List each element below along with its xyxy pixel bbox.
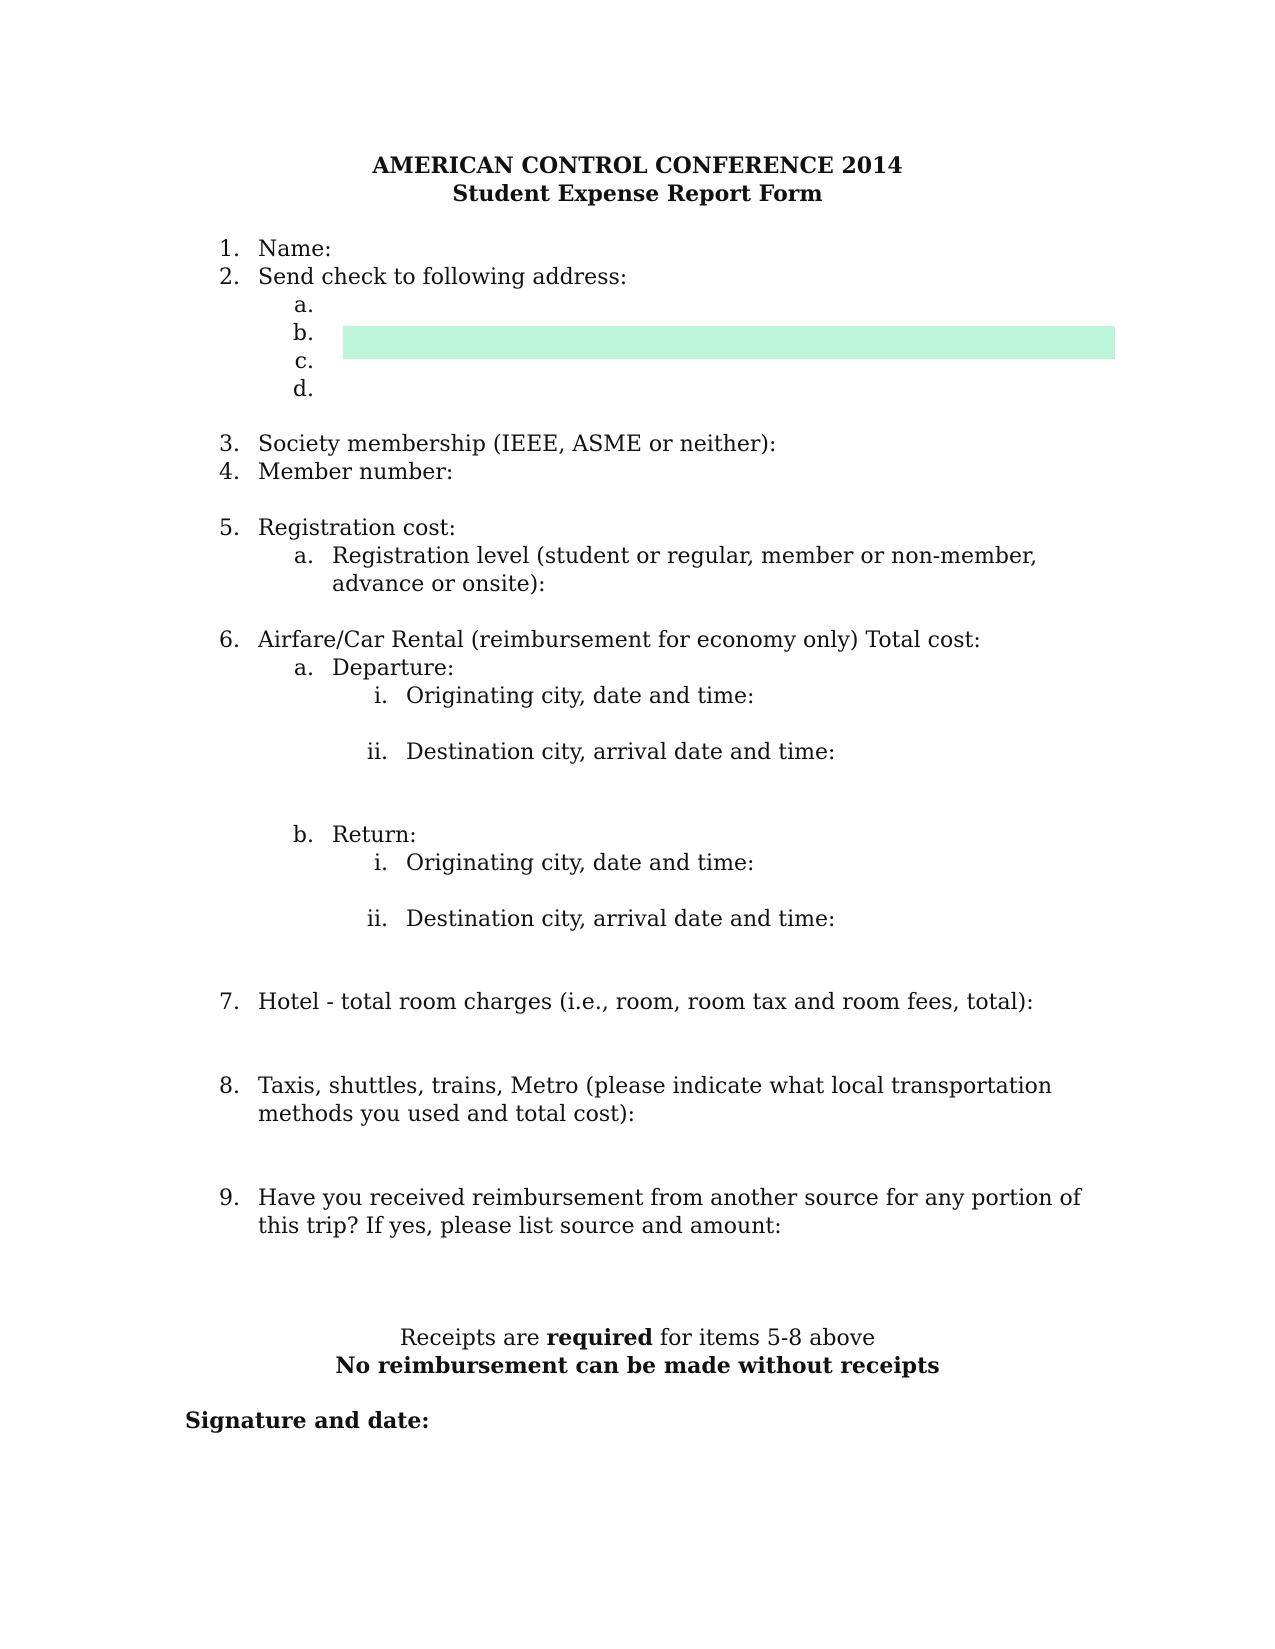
document-title: AMERICAN CONTROL CONFERENCE 2014 — [372, 153, 903, 179]
sub-item-letter: a. — [293, 656, 314, 681]
society-membership-label: Society membership (IEEE, ASME or neither): — [258, 432, 777, 457]
departure-origin-label: Originating city, date and time: — [406, 684, 755, 709]
address-line-d-label: d. — [292, 377, 314, 402]
address-line-a-label: a. — [293, 293, 314, 318]
other-reimbursement-label: Have you received reimbursement from another source for any portion of — [258, 1186, 1081, 1211]
sub-item-letter: a. — [293, 544, 314, 569]
local-transport-label-cont: methods you used and total cost): — [258, 1102, 636, 1127]
return-origin-label: Originating city, date and time: — [406, 851, 755, 876]
receipts-notice — [0, 1324, 1275, 1353]
item-number: 7. — [219, 990, 240, 1015]
registration-level-label: Registration level (student or regular, member or non-member, — [332, 544, 1038, 569]
item-number: 1. — [219, 237, 240, 262]
sub-sub-item-numeral: i. — [373, 684, 388, 709]
local-transport-label: Taxis, shuttles, trains, Metro (please indicate what local transportation — [258, 1074, 1053, 1099]
return-label: Return: — [332, 823, 417, 848]
address-line-b-field[interactable] — [343, 326, 1115, 359]
registration-level-label-cont: advance or onsite): — [332, 572, 546, 597]
airfare-label: Airfare/Car Rental (reimbursement for economy only) Total cost: — [258, 628, 981, 653]
item-number: 6. — [219, 628, 240, 653]
address-line-b-label: b. — [292, 321, 314, 346]
item-number: 4. — [219, 460, 240, 485]
document-subtitle: Student Expense Report Form — [452, 181, 823, 207]
sub-sub-item-numeral: i. — [373, 851, 388, 876]
item-number: 2. — [219, 265, 240, 290]
item-number: 8. — [219, 1074, 240, 1099]
member-number-label: Member number: — [258, 460, 454, 485]
hotel-label: Hotel - total room charges (i.e., room, room tax and room fees, total): — [258, 990, 1034, 1015]
signature-label: Signature and date: — [185, 1408, 430, 1434]
receipts-notice-pre: Receipts are — [399, 1326, 547, 1351]
name-label: Name: — [258, 237, 332, 262]
other-reimbursement-label-cont: this trip? If yes, please list source and amount: — [258, 1214, 782, 1239]
departure-destination-label: Destination city, arrival date and time: — [406, 740, 836, 765]
receipts-notice-post: for items 5-8 above — [652, 1326, 876, 1351]
return-destination-label: Destination city, arrival date and time: — [406, 907, 836, 932]
item-number: 5. — [219, 516, 240, 541]
sub-item-letter: b. — [292, 823, 314, 848]
registration-cost-label: Registration cost: — [258, 516, 456, 541]
receipts-warning: No reimbursement can be made without receipts — [335, 1353, 940, 1379]
address-label: Send check to following address: — [258, 265, 628, 290]
sub-sub-item-numeral: ii. — [366, 907, 388, 932]
item-number: 9. — [219, 1186, 240, 1211]
address-line-c-label: c. — [294, 349, 314, 374]
item-number: 3. — [219, 432, 240, 457]
departure-label: Departure: — [332, 656, 455, 681]
sub-sub-item-numeral: ii. — [366, 740, 388, 765]
receipts-notice-required: required — [546, 1325, 653, 1351]
